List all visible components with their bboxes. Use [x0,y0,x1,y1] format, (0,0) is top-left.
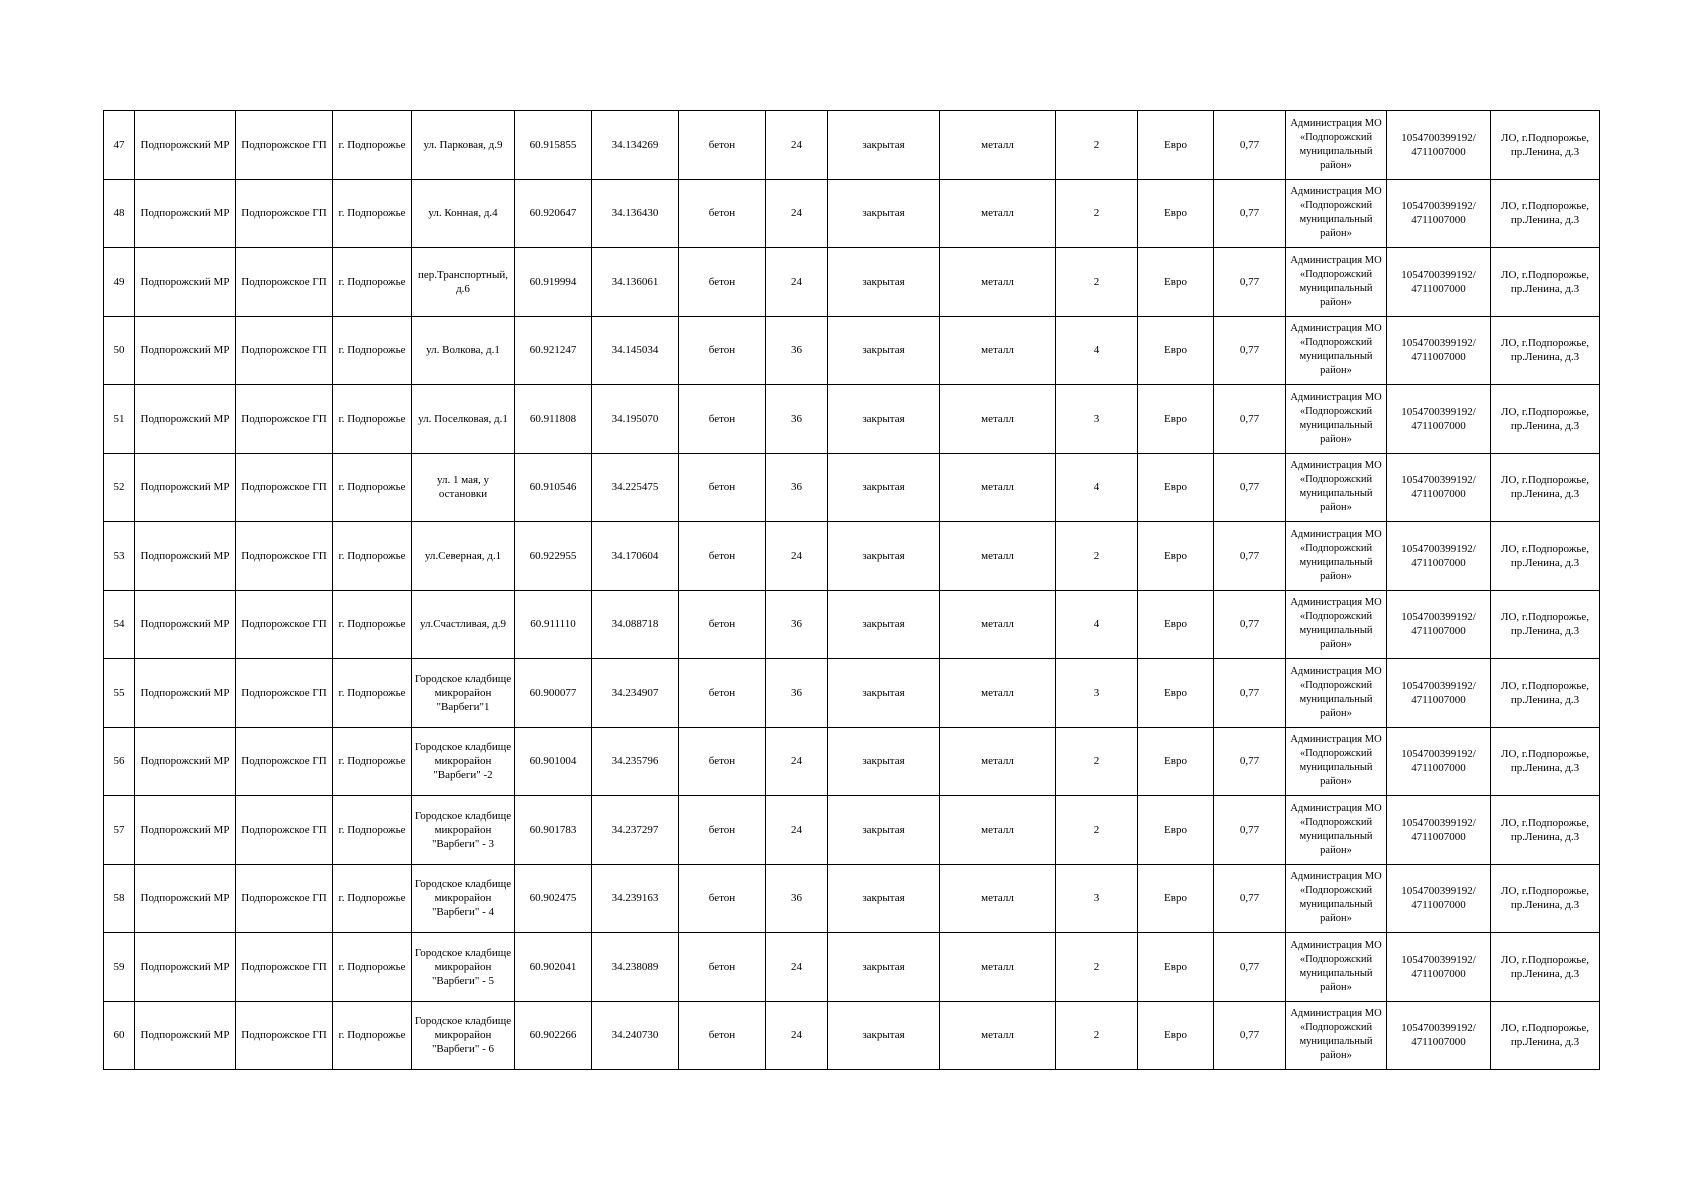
surface-cell: бетон [679,659,766,728]
surface-cell: бетон [679,111,766,180]
settlement-cell: Подпорожское ГП [236,111,333,180]
district-cell: Подпорожский МР [135,453,236,522]
owner-address-cell: ЛО, г.Подпорожье, пр.Ленина, д.3 [1491,590,1600,659]
address-cell: Городское кладбище микрорайон "Варбеги" - 3 [412,796,515,865]
row-number-cell: 58 [104,864,135,933]
container-material-cell: металл [940,385,1056,454]
surface-cell: бетон [679,316,766,385]
owner-address-cell: ЛО, г.Подпорожье, пр.Ленина, д.3 [1491,111,1600,180]
address-cell: пер.Транспортный, д.6 [412,248,515,317]
ogrn-inn-cell: 1054700399192/ 4711007000 [1387,248,1491,317]
locality-cell: г. Подпорожье [333,727,412,796]
settlement-cell: Подпорожское ГП [236,933,333,1002]
locality-cell: г. Подпорожье [333,864,412,933]
locality-cell: г. Подпорожье [333,522,412,591]
address-cell: Городское кладбище микрорайон "Варбеги" - 6 [412,1001,515,1070]
container-volume-cell: 0,77 [1214,111,1286,180]
owner-cell: Администрация МО «Подпорожский муниципальный район» [1286,933,1387,1002]
row-number-cell: 50 [104,316,135,385]
data-table-page [103,110,1600,1070]
address-cell: Городское кладбище микрорайон "Варбеги" -2 [412,727,515,796]
container-count-cell: 2 [1056,179,1138,248]
owner-address-cell: ЛО, г.Подпорожье, пр.Ленина, д.3 [1491,248,1600,317]
container-material-cell: металл [940,453,1056,522]
locality-cell: г. Подпорожье [333,659,412,728]
ogrn-inn-cell: 1054700399192/ 4711007000 [1387,111,1491,180]
district-cell: Подпорожский МР [135,111,236,180]
fence-cell: закрытая [828,522,940,591]
fence-cell: закрытая [828,727,940,796]
address-cell: ул. Поселковая, д.1 [412,385,515,454]
container-volume-cell: 0,77 [1214,933,1286,1002]
owner-cell: Администрация МО «Подпорожский муниципальный район» [1286,864,1387,933]
longitude-cell: 34.225475 [592,453,679,522]
container-type-cell: Евро [1138,316,1214,385]
longitude-cell: 34.234907 [592,659,679,728]
owner-address-cell: ЛО, г.Подпорожье, пр.Ленина, д.3 [1491,796,1600,865]
area-cell: 24 [766,727,828,796]
address-cell: Городское кладбище микрорайон "Варбеги" - 5 [412,933,515,1002]
owner-address-cell: ЛО, г.Подпорожье, пр.Ленина, д.3 [1491,179,1600,248]
surface-cell: бетон [679,590,766,659]
owner-address-cell: ЛО, г.Подпорожье, пр.Ленина, д.3 [1491,522,1600,591]
container-type-cell: Евро [1138,864,1214,933]
address-cell: Городское кладбище микрорайон "Варбеги" - 4 [412,864,515,933]
area-cell: 24 [766,522,828,591]
ogrn-inn-cell: 1054700399192/ 4711007000 [1387,385,1491,454]
latitude-cell: 60.910546 [515,453,592,522]
container-volume-cell: 0,77 [1214,864,1286,933]
locality-cell: г. Подпорожье [333,796,412,865]
settlement-cell: Подпорожское ГП [236,727,333,796]
latitude-cell: 60.919994 [515,248,592,317]
settlement-cell: Подпорожское ГП [236,1001,333,1070]
surface-cell: бетон [679,522,766,591]
container-count-cell: 3 [1056,385,1138,454]
owner-cell: Администрация МО «Подпорожский муниципальный район» [1286,796,1387,865]
district-cell: Подпорожский МР [135,796,236,865]
area-cell: 24 [766,796,828,865]
latitude-cell: 60.920647 [515,179,592,248]
container-type-cell: Евро [1138,796,1214,865]
table-row [104,1001,1600,1070]
surface-cell: бетон [679,385,766,454]
ogrn-inn-cell: 1054700399192/ 4711007000 [1387,864,1491,933]
surface-cell: бетон [679,796,766,865]
container-type-cell: Евро [1138,522,1214,591]
container-material-cell: металл [940,590,1056,659]
fence-cell: закрытая [828,248,940,317]
container-material-cell: металл [940,659,1056,728]
longitude-cell: 34.136061 [592,248,679,317]
owner-cell: Администрация МО «Подпорожский муниципальный район» [1286,659,1387,728]
longitude-cell: 34.088718 [592,590,679,659]
district-cell: Подпорожский МР [135,1001,236,1070]
longitude-cell: 34.239163 [592,864,679,933]
container-type-cell: Евро [1138,659,1214,728]
address-cell: ул. 1 мая, у остановки [412,453,515,522]
ogrn-inn-cell: 1054700399192/ 4711007000 [1387,796,1491,865]
owner-address-cell: ЛО, г.Подпорожье, пр.Ленина, д.3 [1491,1001,1600,1070]
district-cell: Подпорожский МР [135,316,236,385]
surface-cell: бетон [679,864,766,933]
container-material-cell: металл [940,933,1056,1002]
container-count-cell: 4 [1056,316,1138,385]
container-count-cell: 2 [1056,933,1138,1002]
settlement-cell: Подпорожское ГП [236,453,333,522]
longitude-cell: 34.145034 [592,316,679,385]
area-cell: 24 [766,111,828,180]
fence-cell: закрытая [828,933,940,1002]
locality-cell: г. Подпорожье [333,111,412,180]
owner-address-cell: ЛО, г.Подпорожье, пр.Ленина, д.3 [1491,933,1600,1002]
latitude-cell: 60.901783 [515,796,592,865]
locality-cell: г. Подпорожье [333,248,412,317]
container-volume-cell: 0,77 [1214,316,1286,385]
area-cell: 36 [766,385,828,454]
area-cell: 24 [766,248,828,317]
container-count-cell: 2 [1056,727,1138,796]
ogrn-inn-cell: 1054700399192/ 4711007000 [1387,727,1491,796]
surface-cell: бетон [679,453,766,522]
table-row [104,385,1600,454]
district-cell: Подпорожский МР [135,248,236,317]
latitude-cell: 60.902475 [515,864,592,933]
ogrn-inn-cell: 1054700399192/ 4711007000 [1387,659,1491,728]
owner-cell: Администрация МО «Подпорожский муниципальный район» [1286,1001,1387,1070]
container-type-cell: Евро [1138,111,1214,180]
container-material-cell: металл [940,1001,1056,1070]
container-material-cell: металл [940,316,1056,385]
address-cell: ул.Счастливая, д.9 [412,590,515,659]
row-number-cell: 54 [104,590,135,659]
container-count-cell: 2 [1056,111,1138,180]
district-cell: Подпорожский МР [135,727,236,796]
container-material-cell: металл [940,111,1056,180]
address-cell: ул.Северная, д.1 [412,522,515,591]
table-row [104,179,1600,248]
owner-address-cell: ЛО, г.Подпорожье, пр.Ленина, д.3 [1491,727,1600,796]
latitude-cell: 60.922955 [515,522,592,591]
district-cell: Подпорожский МР [135,522,236,591]
owner-address-cell: ЛО, г.Подпорожье, пр.Ленина, д.3 [1491,864,1600,933]
owner-address-cell: ЛО, г.Подпорожье, пр.Ленина, д.3 [1491,316,1600,385]
container-type-cell: Евро [1138,727,1214,796]
owner-cell: Администрация МО «Подпорожский муниципальный район» [1286,590,1387,659]
row-number-cell: 56 [104,727,135,796]
ogrn-inn-cell: 1054700399192/ 4711007000 [1387,933,1491,1002]
latitude-cell: 60.901004 [515,727,592,796]
container-volume-cell: 0,77 [1214,522,1286,591]
latitude-cell: 60.911110 [515,590,592,659]
table-row [104,727,1600,796]
container-count-cell: 2 [1056,1001,1138,1070]
area-cell: 36 [766,316,828,385]
container-type-cell: Евро [1138,453,1214,522]
latitude-cell: 60.911808 [515,385,592,454]
address-cell: ул. Волкова, д.1 [412,316,515,385]
fence-cell: закрытая [828,590,940,659]
locality-cell: г. Подпорожье [333,1001,412,1070]
ogrn-inn-cell: 1054700399192/ 4711007000 [1387,1001,1491,1070]
container-count-cell: 4 [1056,453,1138,522]
area-cell: 36 [766,864,828,933]
container-material-cell: металл [940,796,1056,865]
surface-cell: бетон [679,1001,766,1070]
fence-cell: закрытая [828,864,940,933]
locality-cell: г. Подпорожье [333,453,412,522]
area-cell: 36 [766,659,828,728]
container-type-cell: Евро [1138,248,1214,317]
ogrn-inn-cell: 1054700399192/ 4711007000 [1387,316,1491,385]
table-row [104,111,1600,180]
waste-sites-table [103,110,1600,1070]
settlement-cell: Подпорожское ГП [236,179,333,248]
settlement-cell: Подпорожское ГП [236,659,333,728]
container-count-cell: 3 [1056,659,1138,728]
settlement-cell: Подпорожское ГП [236,590,333,659]
container-material-cell: металл [940,522,1056,591]
container-count-cell: 2 [1056,522,1138,591]
ogrn-inn-cell: 1054700399192/ 4711007000 [1387,522,1491,591]
latitude-cell: 60.900077 [515,659,592,728]
container-material-cell: металл [940,864,1056,933]
row-number-cell: 55 [104,659,135,728]
fence-cell: закрытая [828,1001,940,1070]
fence-cell: закрытая [828,453,940,522]
settlement-cell: Подпорожское ГП [236,864,333,933]
district-cell: Подпорожский МР [135,659,236,728]
owner-cell: Администрация МО «Подпорожский муниципальный район» [1286,727,1387,796]
latitude-cell: 60.921247 [515,316,592,385]
district-cell: Подпорожский МР [135,179,236,248]
longitude-cell: 34.235796 [592,727,679,796]
surface-cell: бетон [679,933,766,1002]
locality-cell: г. Подпорожье [333,179,412,248]
latitude-cell: 60.902041 [515,933,592,1002]
surface-cell: бетон [679,179,766,248]
owner-cell: Администрация МО «Подпорожский муниципальный район» [1286,111,1387,180]
locality-cell: г. Подпорожье [333,590,412,659]
longitude-cell: 34.237297 [592,796,679,865]
area-cell: 36 [766,453,828,522]
settlement-cell: Подпорожское ГП [236,316,333,385]
locality-cell: г. Подпорожье [333,385,412,454]
row-number-cell: 60 [104,1001,135,1070]
container-volume-cell: 0,77 [1214,453,1286,522]
owner-address-cell: ЛО, г.Подпорожье, пр.Ленина, д.3 [1491,385,1600,454]
row-number-cell: 49 [104,248,135,317]
owner-address-cell: ЛО, г.Подпорожье, пр.Ленина, д.3 [1491,453,1600,522]
owner-cell: Администрация МО «Подпорожский муниципальный район» [1286,453,1387,522]
container-volume-cell: 0,77 [1214,590,1286,659]
fence-cell: закрытая [828,111,940,180]
longitude-cell: 34.238089 [592,933,679,1002]
surface-cell: бетон [679,248,766,317]
table-row [104,248,1600,317]
container-volume-cell: 0,77 [1214,179,1286,248]
table-row [104,796,1600,865]
surface-cell: бетон [679,727,766,796]
longitude-cell: 34.136430 [592,179,679,248]
area-cell: 24 [766,1001,828,1070]
container-volume-cell: 0,77 [1214,1001,1286,1070]
longitude-cell: 34.240730 [592,1001,679,1070]
fence-cell: закрытая [828,179,940,248]
container-count-cell: 4 [1056,590,1138,659]
area-cell: 24 [766,933,828,1002]
locality-cell: г. Подпорожье [333,316,412,385]
district-cell: Подпорожский МР [135,590,236,659]
table-row [104,316,1600,385]
owner-address-cell: ЛО, г.Подпорожье, пр.Ленина, д.3 [1491,659,1600,728]
table-row [104,453,1600,522]
container-count-cell: 2 [1056,796,1138,865]
latitude-cell: 60.915855 [515,111,592,180]
container-volume-cell: 0,77 [1214,248,1286,317]
container-type-cell: Евро [1138,933,1214,1002]
container-material-cell: металл [940,727,1056,796]
ogrn-inn-cell: 1054700399192/ 4711007000 [1387,179,1491,248]
owner-cell: Администрация МО «Подпорожский муниципальный район» [1286,522,1387,591]
ogrn-inn-cell: 1054700399192/ 4711007000 [1387,453,1491,522]
table-row [104,659,1600,728]
row-number-cell: 47 [104,111,135,180]
container-material-cell: металл [940,179,1056,248]
table-row [104,590,1600,659]
longitude-cell: 34.134269 [592,111,679,180]
longitude-cell: 34.170604 [592,522,679,591]
district-cell: Подпорожский МР [135,864,236,933]
row-number-cell: 59 [104,933,135,1002]
container-type-cell: Евро [1138,590,1214,659]
settlement-cell: Подпорожское ГП [236,522,333,591]
ogrn-inn-cell: 1054700399192/ 4711007000 [1387,590,1491,659]
settlement-cell: Подпорожское ГП [236,385,333,454]
container-type-cell: Евро [1138,179,1214,248]
row-number-cell: 53 [104,522,135,591]
address-cell: Городское кладбище микрорайон "Варбеги"1 [412,659,515,728]
container-volume-cell: 0,77 [1214,796,1286,865]
area-cell: 24 [766,179,828,248]
owner-cell: Администрация МО «Подпорожский муниципальный район» [1286,248,1387,317]
address-cell: ул. Парковая, д.9 [412,111,515,180]
container-volume-cell: 0,77 [1214,385,1286,454]
fence-cell: закрытая [828,659,940,728]
owner-cell: Администрация МО «Подпорожский муниципальный район» [1286,316,1387,385]
address-cell: ул. Конная, д.4 [412,179,515,248]
container-type-cell: Евро [1138,1001,1214,1070]
row-number-cell: 48 [104,179,135,248]
row-number-cell: 51 [104,385,135,454]
district-cell: Подпорожский МР [135,385,236,454]
container-type-cell: Евро [1138,385,1214,454]
settlement-cell: Подпорожское ГП [236,796,333,865]
longitude-cell: 34.195070 [592,385,679,454]
owner-cell: Администрация МО «Подпорожский муниципальный район» [1286,385,1387,454]
row-number-cell: 52 [104,453,135,522]
row-number-cell: 57 [104,796,135,865]
latitude-cell: 60.902266 [515,1001,592,1070]
district-cell: Подпорожский МР [135,933,236,1002]
table-row [104,522,1600,591]
owner-cell: Администрация МО «Подпорожский муниципальный район» [1286,179,1387,248]
locality-cell: г. Подпорожье [333,933,412,1002]
fence-cell: закрытая [828,796,940,865]
container-material-cell: металл [940,248,1056,317]
table-row [104,864,1600,933]
settlement-cell: Подпорожское ГП [236,248,333,317]
fence-cell: закрытая [828,316,940,385]
fence-cell: закрытая [828,385,940,454]
area-cell: 36 [766,590,828,659]
container-count-cell: 2 [1056,248,1138,317]
container-volume-cell: 0,77 [1214,659,1286,728]
table-row [104,933,1600,1002]
container-count-cell: 3 [1056,864,1138,933]
container-volume-cell: 0,77 [1214,727,1286,796]
